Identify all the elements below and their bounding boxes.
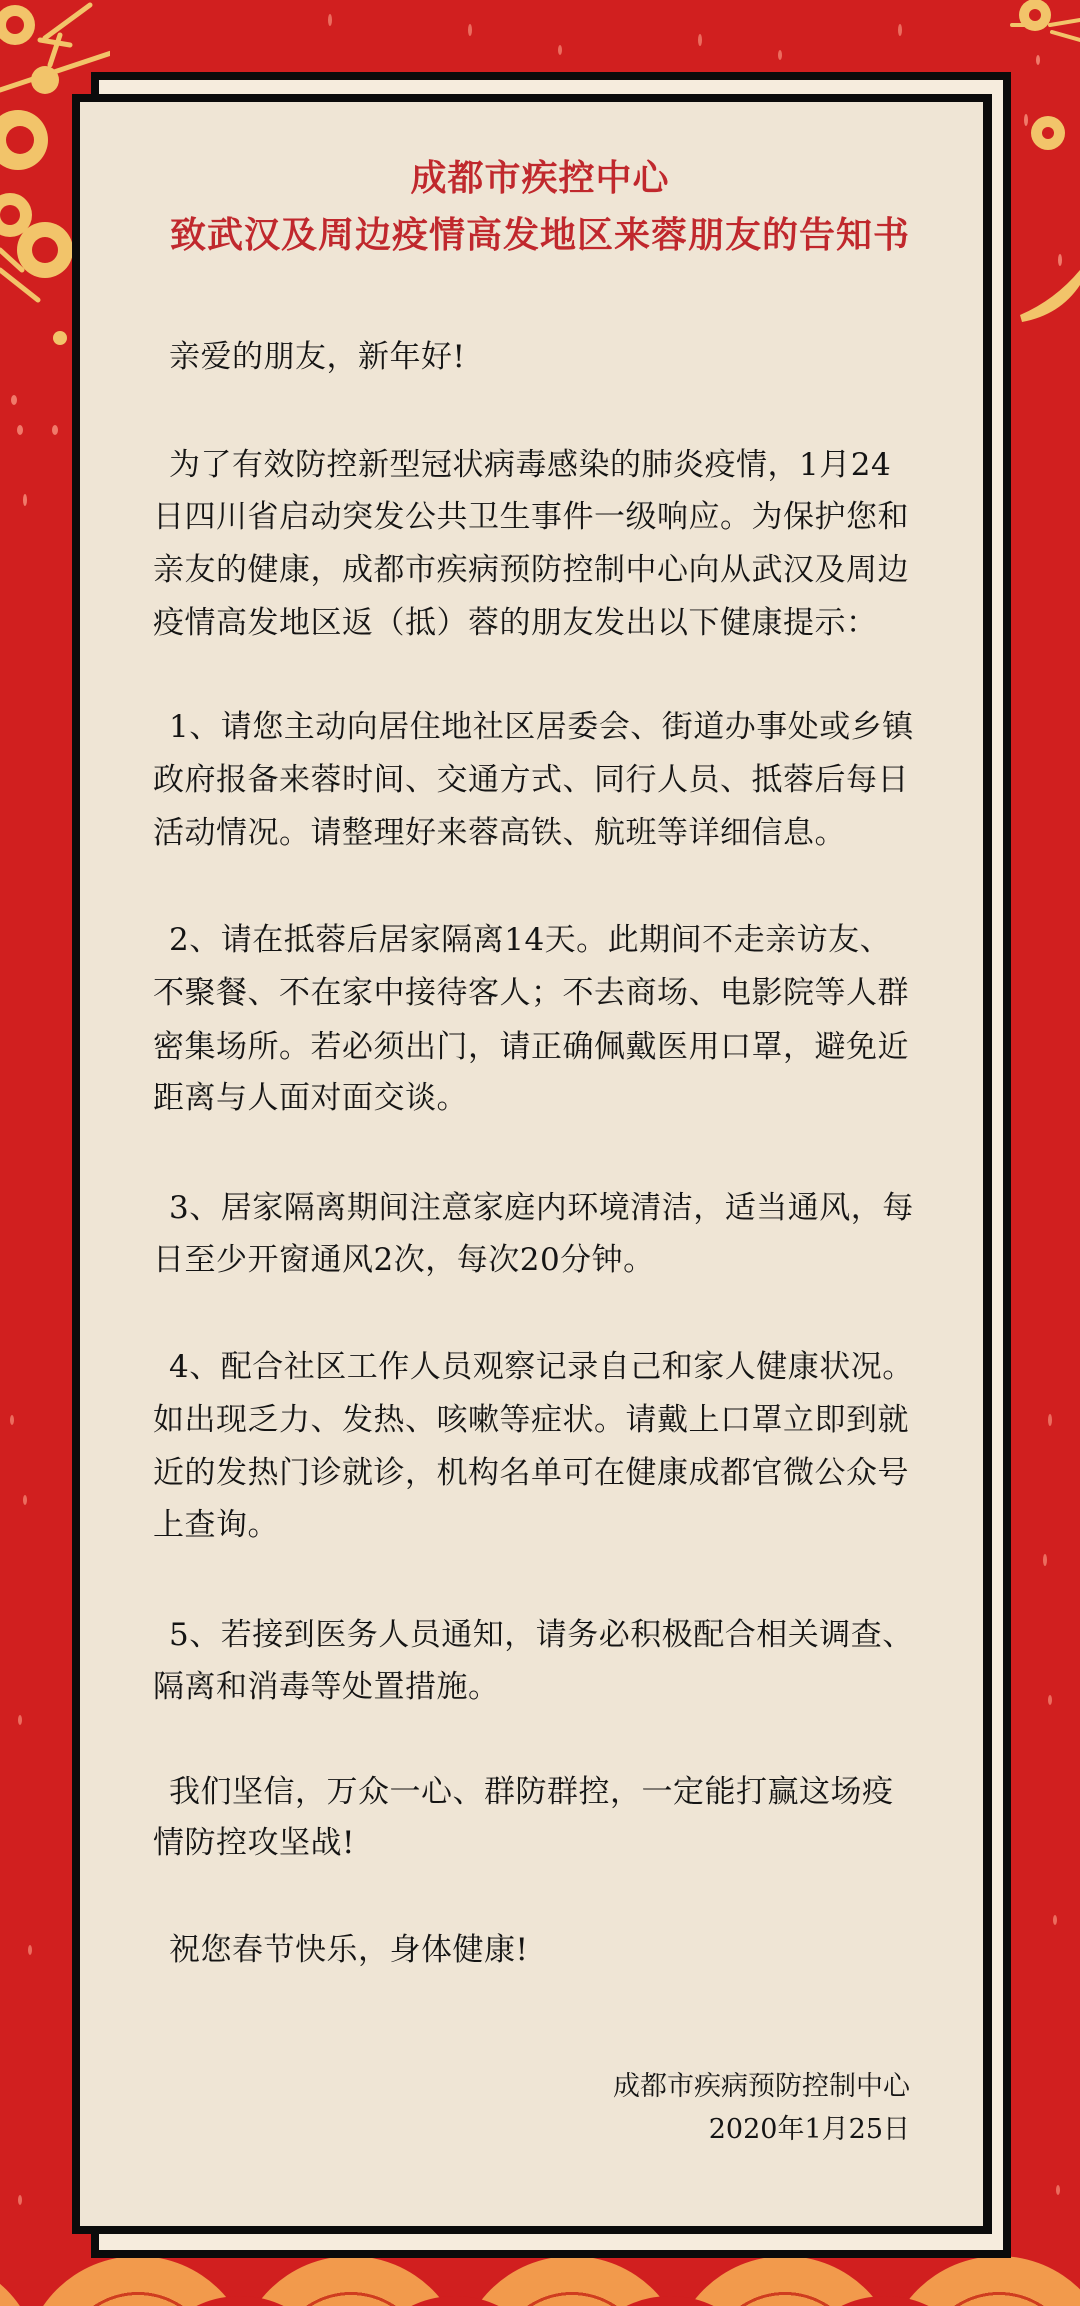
scallop-circle: [884, 2256, 1080, 2306]
wishes: 祝您春节快乐，身体健康!: [169, 1932, 529, 1968]
item-3-line: 3、居家隔离期间注意家庭内环境清洁，适当通风，每: [169, 1190, 914, 1226]
notice-title: 致武汉及周边疫情高发地区来蓉朋友的告知书: [169, 214, 910, 256]
intro-line: 亲友的健康，成都市疾病预防控制中心向从武汉及周边: [153, 552, 909, 588]
item-1-line: 1、请您主动向居住地社区居委会、街道办事处或乡镇: [169, 709, 914, 745]
closing-line: 我们坚信，万众一心、群防群控，一定能打赢这场疫: [169, 1774, 894, 1810]
intro-line: 疫情高发地区返（抵）蓉的朋友发出以下健康提示：: [153, 605, 878, 641]
item-1-line: 政府报备来蓉时间、交通方式、同行人员、抵蓉后每日: [153, 762, 909, 798]
item-4-line: 如出现乏力、发热、咳嗽等症状。请戴上口罩立即到就: [153, 1402, 909, 1438]
item-2-line: 距离与人面对面交谈。: [153, 1080, 468, 1116]
scallop-circle: [0, 2256, 40, 2306]
item-5-line: 隔离和消毒等处置措施。: [153, 1669, 500, 1705]
item-4-line: 近的发热门诊就诊，机构名单可在健康成都官微公众号: [153, 1455, 909, 1491]
item-4-line: 上查询。: [153, 1507, 279, 1543]
item-1-line: 活动情况。请整理好来蓉高铁、航班等详细信息。: [153, 815, 846, 851]
item-4-line: 4、配合社区工作人员观察记录自己和家人健康状况。: [169, 1349, 914, 1385]
item-2-line: 密集场所。若必须出门，请正确佩戴医用口罩，避免近: [153, 1029, 909, 1065]
greeting: 亲爱的朋友，新年好!: [169, 339, 466, 375]
item-2-line: 不聚餐、不在家中接待客人；不去商场、电影院等人群: [153, 975, 909, 1011]
intro-line: 为了有效防控新型冠状病毒感染的肺炎疫情，1月24: [169, 447, 892, 483]
signature-org: 成都市疾病预防控制中心: [613, 2071, 910, 2102]
signature-date: 2020年1月25日: [708, 2114, 910, 2145]
item-5-line: 5、若接到医务人员通知，请务必积极配合相关调查、: [169, 1617, 914, 1653]
paper-card-front: [72, 94, 992, 2234]
item-2-line: 2、请在抵蓉后居家隔离14天。此期间不走亲访友、: [169, 922, 892, 958]
item-3-line: 日至少开窗通风2次，每次20分钟。: [153, 1242, 655, 1278]
intro-line: 日四川省启动突发公共卫生事件一级响应。为保护您和: [153, 499, 909, 535]
closing-line: 情防控攻坚战!: [153, 1825, 355, 1861]
notice-title-org: 成都市疾控中心: [410, 157, 670, 199]
